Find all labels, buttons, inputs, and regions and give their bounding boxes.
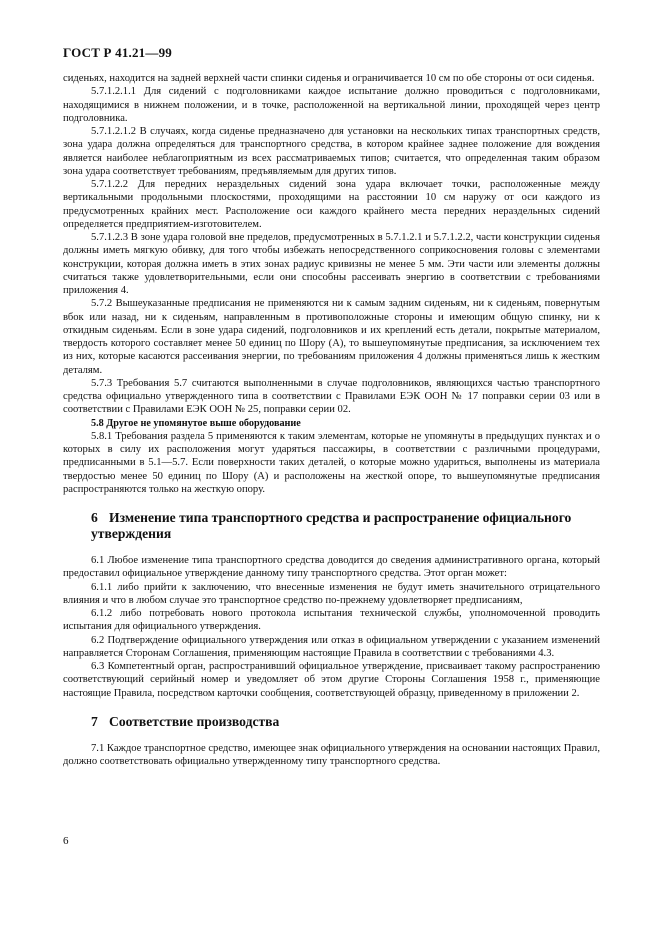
document-header: ГОСТ Р 41.21—99 xyxy=(63,45,172,60)
paragraph-6-1-1: 6.1.1 либо прийти к заключению, что внесенные изменения не будут иметь значительного отрицательного влияния и что в любом случае это транспортное средство по-прежнему удовлетворяет предписаниям, xyxy=(63,581,600,606)
paragraph-continuation: сиденьях, находится на задней верхней части спинки сиденья и ограничивается 10 см по обе стороны от оси сиденья. xyxy=(63,73,595,84)
paragraph-5-7-1-2-2: 5.7.1.2.2 Для передних нераздельных сидений зона удара включает точки, расположенные между вертикальными продольными плоскостями, проходящими на расстоянии 10 см наружу от оси каждого из предусмотренных крайних мест. Расположение оси каждого крайнего места передних нераздельных сидений определяется предприятием-изготовителем. xyxy=(63,179,600,230)
paragraph-5-7-1-2-1-1: 5.7.1.2.1.1 Для сидений с подголовниками каждое испытание должно проводиться с подголовниками, находящимися в нижнем положении, и в точке, расположенной на вертикальной линии, проходящей через центр подголовника. xyxy=(63,86,600,124)
paragraph-6-1-2: 6.1.2 либо потребовать нового протокола испытания технической службы, уполномоченной проводить испытания для официального утверждения. xyxy=(63,608,600,633)
document-body xyxy=(63,72,600,768)
paragraph-6-1: 6.1 Любое изменение типа транспортного средства доводится до сведения административного органа, который предоставил официальное утверждение данному типу транспортного средства. Этот орган может: xyxy=(63,555,600,580)
section-7-title xyxy=(63,714,600,730)
section-7-heading: Соответствие производства xyxy=(109,713,280,729)
paragraph-5-7-2: 5.7.2 Вышеуказанные предписания не применяются ни к самым задним сиденьям, ни к сиденьям, повернутым вбок или назад, ни к сиденьям, направленным в противоположные стороны и имеющим общую спинку, ни к откидным сиденьям. Если в зоне удара сидений, подголовников и их креплений есть детали, покрытые материалом, твердость которого составляет менее 50 единиц по Шору (А), то вышеупомянутые предписания, за исключением тех из них, которые касаются рассеивания энергии, по требованиям приложения 4 должны применяться лишь к жестким деталям. xyxy=(63,298,600,376)
section-6-number: 6 xyxy=(91,510,98,525)
paragraph-6-3: 6.3 Компетентный орган, распространивший официальное утверждение, присваивает такому распространению соответствующий серийный номер и уведомляет об этом другие Стороны Соглашения 1958 г., применяющие настоящие Правила, посредством карточки сообщения, соответствующей образцу, приведенному в приложении 2. xyxy=(63,661,600,699)
paragraph-5-8-1: 5.8.1 Требования раздела 5 применяются к таким элементам, которые не упомянуты в предыдущих пунктах и о которых в силу их расположения могут ударяться пассажиры, в соответствии с различными процедурами, предписанными в 5.1—5.7. Если поверхности таких деталей, о которые можно удариться, выполнены из материала твердостью менее 50 единиц по Шору (А) и расположены на жесткой опоре, то вышеупомянутые предписания распространяются только на жесткую опору. xyxy=(63,430,600,495)
section-7-number: 7 xyxy=(91,713,98,729)
paragraph-6-2: 6.2 Подтверждение официального утверждения или отказ в официальном утверждении с указанием изменений направляется Сторонам Соглашения, применяющим настоящие Правила в соответствии с требованиями 4.3. xyxy=(63,634,600,659)
page-number: 6 xyxy=(63,835,69,847)
paragraph-5-7-1-2-3: 5.7.1.2.3 В зоне удара головой вне пределов, предусмотренных в 5.7.1.2.1 и 5.7.1.2.2, части конструкции сиденья должны иметь мягкую обивку, для того чтобы избежать непосредственного соприкосновения головы с элементами конструкции, которая должна иметь в этих зонах радиус кривизны не менее 5 мм. Эти части или элементы должны считаться также удовлетворительными, если они способны рассеивать энергию в соответствии с требованиями приложения 4. xyxy=(63,232,600,296)
section-6-title xyxy=(63,510,600,542)
paragraph-7-1: 7.1 Каждое транспортное средство, имеющее знак официального утверждения на основании настоящих Правил, должно соответствовать официально утвержденному типу транспортного средства. xyxy=(63,742,600,767)
paragraph-5-7-3: 5.7.3 Требования 5.7 считаются выполненными в случае подголовников, являющихся частью транспортного средства официально утвержденного типа в соответствии с Правилами ЕЭК ООН № 17 поправки серии 03 или в соответствии с Правилами ЕЭК ООН № 25, поправки серии 02. xyxy=(63,377,600,416)
paragraph-5-7-1-2-1-2: 5.7.1.2.1.2 В случаях, когда сиденье предназначено для установки на нескольких типах транспортных средств, зона удара должна определяться для транспортного средства, в котором крайнее заднее положение для вождения является наиболее неблагоприятным из всех рассматриваемых типов; считается, что определенная таким образом зона удара соответствует требованиям, предъявляемым для других типов. xyxy=(63,126,600,177)
subheading-5-8: 5.8 Другое не упомянутое выше оборудование xyxy=(91,417,301,429)
section-6-heading: Изменение типа транспортного средства и распространение официального утверждения xyxy=(91,510,572,541)
